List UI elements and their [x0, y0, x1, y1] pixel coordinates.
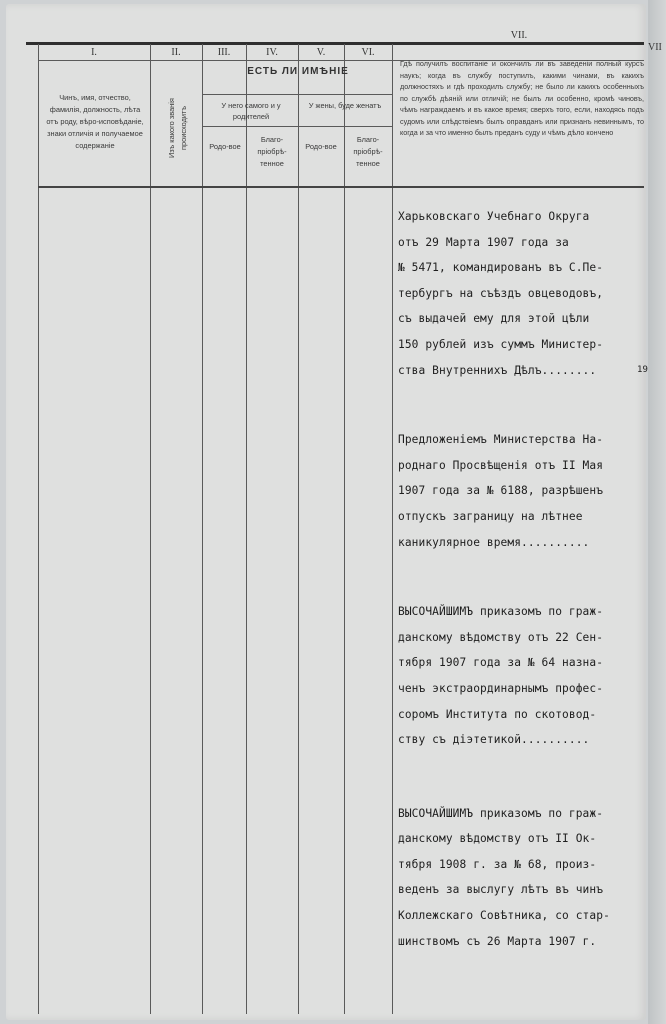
column-number-4: IV.: [266, 47, 278, 58]
own-acquired-header: Благо-пріобрѣ-тенное: [257, 135, 287, 168]
record-line: роднаго Просвѣщенія отъ II Мая: [398, 458, 604, 472]
column-number-7: VII.: [510, 30, 528, 41]
column-number-2: II.: [171, 47, 181, 58]
record-entry: [398, 599, 648, 753]
record-line: тября 1908 г. за № 68, произ-: [398, 857, 597, 871]
record-entry: [398, 427, 648, 555]
next-page-column-label: VII: [648, 42, 662, 53]
record-entry: [398, 204, 648, 383]
own-property-header: У него самого и у родителей: [221, 101, 281, 121]
record-line: Предложеніемъ Министерства На-: [398, 433, 604, 447]
own-hereditary-header: Родо-вое: [209, 142, 241, 151]
column-2-header: Изъ какого званія происходитъ: [167, 98, 188, 158]
record-tail-mark: 19: [636, 365, 648, 376]
record-line: 150 рублей изъ суммъ Министер-: [398, 337, 604, 351]
record-line: тербургъ на съѣздъ овцеводовъ,: [398, 286, 604, 300]
column-number-3: III.: [217, 47, 231, 58]
record-line: отпускъ заграницу на лѣтнее: [398, 509, 583, 523]
column-number-5: V.: [316, 47, 326, 58]
wife-property-header: У жены, буде женатъ: [308, 101, 382, 110]
rule-imenie-bottom: [202, 94, 392, 95]
record-line: соромъ Института по скотовод-: [398, 707, 597, 721]
rule-c2-c3: [202, 44, 203, 1014]
record-line: 1907 года за № 6188, разрѣшенъ: [398, 484, 604, 498]
record-entry: [398, 801, 648, 955]
rule-c4-c5: [298, 44, 299, 1014]
record-line: ства Внутреннихъ Дѣлъ........: [398, 363, 597, 377]
rule-c6-c7: [392, 44, 393, 1014]
record-line: веденъ за выслугу лѣтъ въ чинъ: [398, 883, 604, 897]
record-line: тября 1907 года за № 64 назна-: [398, 656, 604, 670]
record-line: съ выдачей ему для этой цѣли: [398, 312, 590, 326]
record-line: № 5471, командированъ въ С.Пе-: [398, 261, 604, 275]
rule-owners-bottom: [202, 126, 392, 127]
record-line: ству съ діэтетикой..........: [398, 733, 590, 747]
wife-hereditary-header: Родо-вое: [305, 142, 337, 151]
column-1-header: Чинъ, имя, отчество, фамилія, должность, лѣта отъ роду, вѣро-исповѣданіе, знаки отличія и получаемое содержаніе: [46, 93, 144, 150]
rule-left: [38, 44, 39, 1014]
rule-c1-c2: [150, 44, 151, 1014]
rule-c5-c6: [344, 44, 345, 1014]
record-line: данскому вѣдомству отъ II Ок-: [398, 832, 597, 846]
column-number-1: I.: [91, 47, 97, 58]
header-top-rule: [26, 42, 644, 45]
next-page-edge: [648, 0, 666, 1024]
record-line: шинствомъ съ 26 Марта 1907 г.: [398, 934, 597, 948]
wife-acquired-header: Благо-пріобрѣ-тенное: [353, 135, 383, 168]
record-line: ВЫСОЧАЙШИМЪ приказомъ по граж-: [398, 605, 604, 619]
property-header: ЕСТЬ ЛИ ИМѢНІЕ: [247, 66, 349, 77]
record-line: каникулярное время..........: [398, 535, 590, 549]
service-record-entries: [398, 204, 648, 954]
column-7-header: Гдѣ получилъ воспитаніе и окончилъ ли въ заведеніи полный курсъ наукъ; когда въ службу поступилъ, какими чинами, въ какихъ должностяхъ и гдѣ проходилъ службу; не было ли какихъ особенныхъ по службѣ дѣяній или отличій; не былъ ли особенно, кромѣ чиновъ, чѣмъ награждаемъ и въ какое время; сверхъ того, если, находясь подъ судомъ или слѣдствіемъ былъ оправданъ или признанъ невиннымъ, то когда и за что именно былъ преданъ суду и чѣмъ дѣло кончено: [400, 59, 644, 137]
record-line: данскому вѣдомству отъ 22 Сен-: [398, 630, 604, 644]
record-line: отъ 29 Марта 1907 года за: [398, 235, 569, 249]
record-line: Харьковскаго Учебнаго Округа: [398, 210, 590, 223]
column-number-6: VI.: [361, 47, 375, 58]
rule-c3-c4: [246, 44, 247, 1014]
record-line: ченъ экстраординарнымъ профес-: [398, 681, 604, 695]
rule-header-bottom: [38, 186, 644, 188]
record-line: Коллежскаго Совѣтника, со стар-: [398, 909, 610, 923]
record-line: ВЫСОЧАЙШИМЪ приказомъ по граж-: [398, 806, 604, 820]
